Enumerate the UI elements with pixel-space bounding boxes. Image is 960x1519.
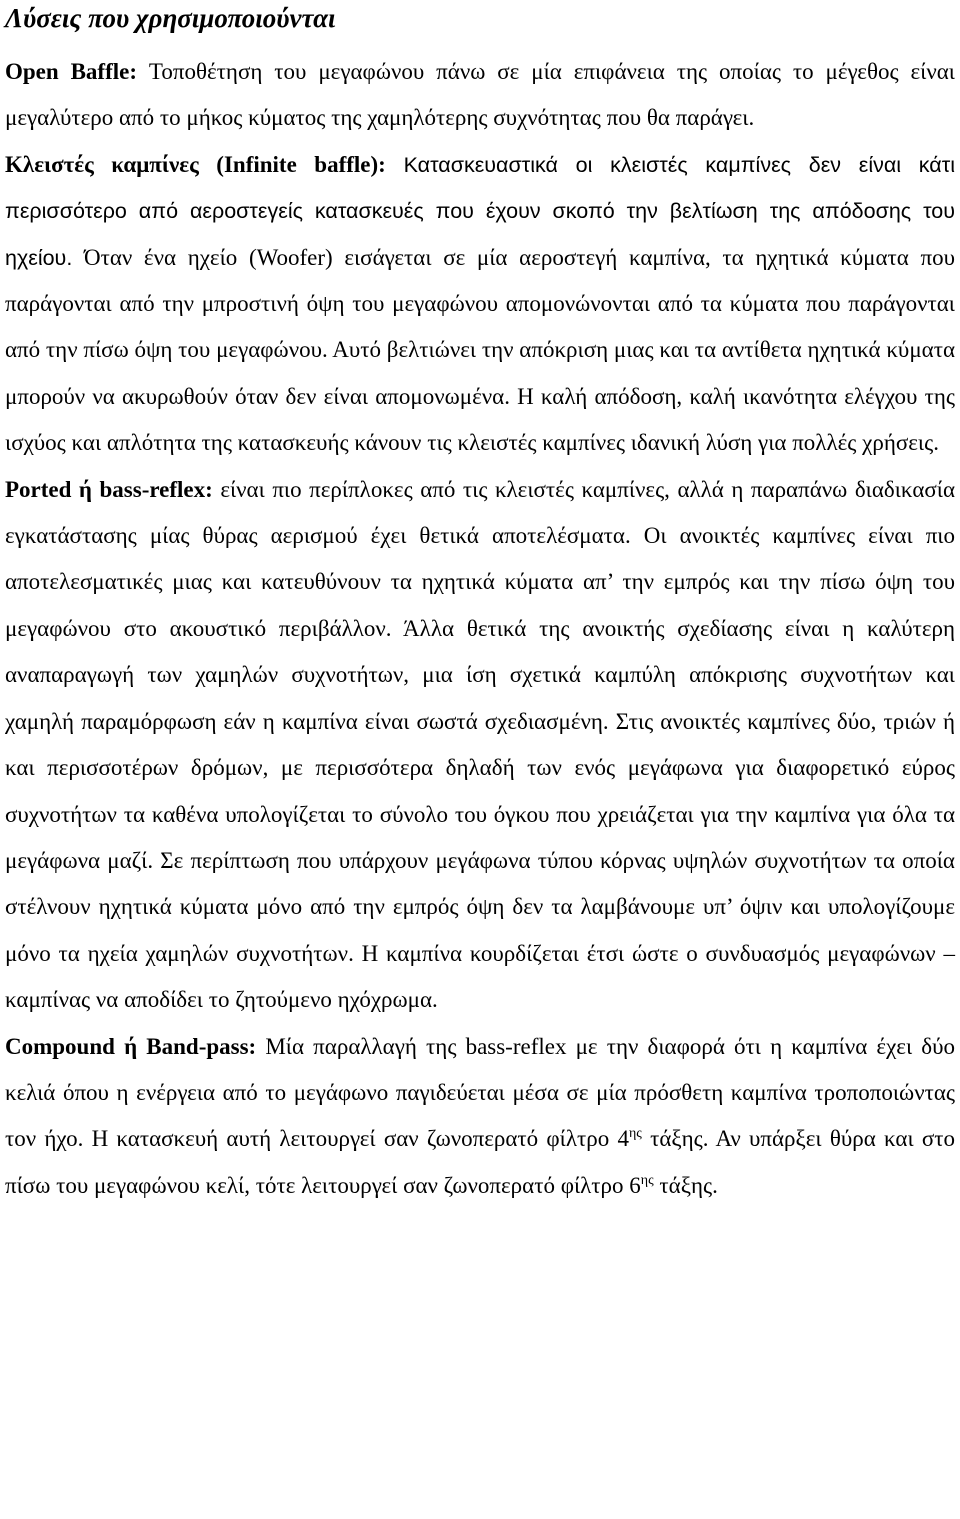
text-bass-reflex: είναι πιο περίπλοκες από τις κλειστές καμπίνες, αλλά η παραπάνω διαδικασία εγκατάστασης μίας θύρας αερισμού έχει θετικά αποτελέσματα. Οι ανοικτές καμπίνες είναι πιο αποτελεσματικές μιας και κατευθύνουν τα ηχητικά κύματα απ’ την εμπρός και την πίσω όψη του μεγαφώνου στο ακουστικό περιβάλλον. Άλλα θετικά της ανοικτής σχεδίασης είναι η καλύτερη αναπαραγωγή των χαμηλών συχνοτήτων, μια ίση σχετικά καμπύλη απόκρισης συχνοτήτων και χαμηλή παραμόρφωση εάν η καμπίνα είναι σωστά σχεδιασμένη. Στις ανοικτές καμπίνες δύο, τριών ή και περισσοτέρων δρόμων, με περισσότερα δηλαδή των ενός μεγάφωνα για διαφορετικό εύρος συχνοτήτων τα καθένα υπολογίζεται το σύνολο του όγκου που χρειάζεται για την καμπίνα για όλα τα μεγάφωνα μαζί. Σε περίπτωση που υπάρχουν μεγάφωνα τύπου κόρνας υψηλών συχνοτήτων τα οποία στέλνουν ηχητικά κύματα μόνο από την εμπρός όψη δεν τα λαμβάνουμε υπ’ όψιν και υπολογίζουμε μόνο τα ηχεία χαμηλών συχνοτήτων. Η καμπίνα κουρδίζεται έτσι ώστε ο συνδυασμός μεγαφώνων – καμπίνας να αποδίδει το ζητούμενο ηχόχρωμα.	[5, 476, 956, 1013]
text-infinite-baffle-body: Όταν ένα ηχείο (Woofer) εισάγεται σε μία αεροστεγή καμπίνα, τα ηχητικά κύματα που παράγονται από την μπροστινή όψη του μεγαφώνου απομονώνονται από τα κύματα που παράγονται από την πίσω όψη του μεγαφώνου. Αυτό βελτιώνει την απόκριση μιας και τα αντίθετα ηχητικά κύματα μπορούν να ακυρωθούν όταν δεν είναι απομονωμένα. Η καλή απόδοση, καλή ικανότητα ελέγχου της ισχύος και απλότητα της κατασκευής κάνουν τις κλειστές καμπίνες ιδανική λύση για πολλές χρήσεις.	[5, 244, 955, 456]
section-heading: Λύσεις που χρησιμοποιούνται	[5, 3, 336, 33]
document-page	[5, 0, 955, 1209]
paragraph-band-pass	[5, 1024, 955, 1210]
term-infinite-baffle: Κλειστές καμπίνες (Infinite baffle):	[5, 151, 386, 177]
paragraph-infinite-baffle	[5, 142, 955, 467]
term-open-baffle: Open Baffle:	[5, 59, 138, 84]
term-bass-reflex: Ported ή bass-reflex:	[5, 476, 213, 502]
text-band-pass-b: τάξης. Αν υπάρξει θύρα και στο πίσω του μεγαφώνου κελί, τότε λειτουργεί σαν ζωνοπερατό φίλτρο 6	[5, 1126, 955, 1198]
ordinal-suffix-6th: ης	[640, 1172, 654, 1188]
paragraph-bass-reflex	[5, 467, 955, 1024]
paragraph-open-baffle	[5, 49, 955, 142]
ordinal-suffix-4th: ης	[628, 1126, 642, 1142]
text-band-pass-a: Μία παραλλαγή της bass-reflex με την διαφορά ότι η καμπίνα έχει δύο κελιά όπου η ενέργεια από το μεγάφωνο παγιδεύεται μέσα σε μία πρόσθετη καμπίνα τροποποιώντας τον ήχο. Η κατασκευή αυτή λειτουργεί σαν ζωνοπερατό φίλτρο 4	[5, 1033, 956, 1152]
text-band-pass-c: τάξης.	[653, 1172, 718, 1198]
text-infinite-baffle-intro: Κατασκευαστικά οι κλειστές καμπίνες δεν είναι κάτι περισσότερο από αεροστεγείς κατασκευές που έχουν σκοπό την βελτίωση της απόδοσης του ηχείου.	[5, 152, 955, 270]
text-open-baffle: Τοποθέτηση του μεγαφώνου πάνω σε μία επιφάνεια της οποίας το μέγεθος είναι μεγαλύτερο από το μήκος κύματος της χαμηλότερης συχνότητας που θα παράγει.	[5, 59, 955, 131]
term-band-pass: Compound ή Band-pass:	[5, 1033, 257, 1059]
